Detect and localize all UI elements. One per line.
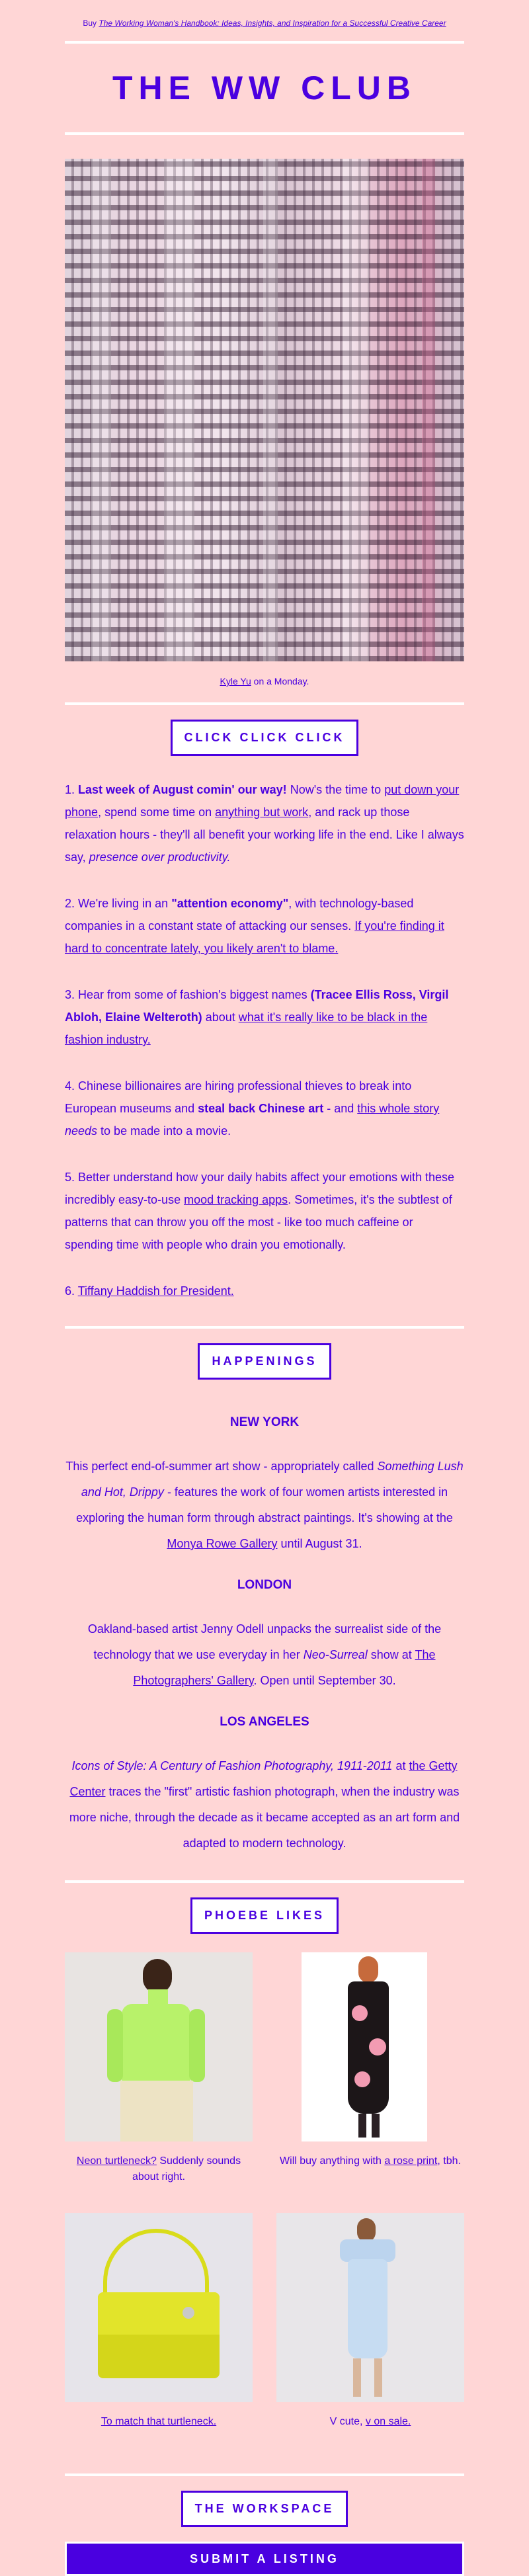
- item-link[interactable]: Tiffany Haddish for President.: [77, 1284, 234, 1298]
- event-text: traces the "first" artistic fashion photograph, when the industry was more niche, through the decade as it became accepted as an art form and adapted to modern technology.: [69, 1785, 460, 1850]
- event-text: show at: [367, 1648, 415, 1661]
- event-text: Oakland-based artist Jenny Odell unpacks the surrealist side of the technology that we use everyday in her: [87, 1622, 442, 1661]
- phoebe-likes-label: PHOEBE LIKES: [190, 1897, 339, 1934]
- item-number: 3.: [65, 988, 79, 1001]
- item-text: . Sometimes, it's the subtlest of patterns that can throw you off the most - like too much caffeine or spending time with people who drain you emotionally.: [65, 1193, 452, 1251]
- item-text: , and rack up those relaxation hours - they'll all benefit your working life in the end. Like I always say,: [65, 806, 464, 864]
- photo-column: [263, 159, 278, 661]
- product-link[interactable]: a rose print: [384, 2155, 438, 2167]
- item-text: , spend some time on: [98, 806, 216, 819]
- product-caption: [65, 2153, 253, 2193]
- list-item: [65, 892, 464, 960]
- city-heading-london: LONDON: [237, 1578, 292, 1592]
- product-text: , tbh.: [437, 2155, 461, 2167]
- divider: [65, 132, 464, 135]
- photo-column: [422, 159, 435, 661]
- list-item: [65, 1075, 464, 1142]
- product-image-turtleneck[interactable]: [65, 1952, 253, 2141]
- product-text: V cute,: [329, 2416, 366, 2427]
- item-text: about: [202, 1011, 239, 1024]
- product-link[interactable]: Neon turtleneck?: [76, 2155, 157, 2167]
- event-new-york: [65, 1454, 464, 1557]
- list-item: [65, 1166, 464, 1256]
- item-text: Better understand how your daily habits affect your emotions with these incredibly easy-to-use: [65, 1171, 455, 1206]
- event-text: - features the work of four women artists interested in exploring the human form through abstract paintings. It's showing at the: [76, 1485, 453, 1524]
- photo-credit-link[interactable]: Kyle Yu: [220, 676, 251, 686]
- event-text: at: [392, 1759, 409, 1772]
- item-number: 6.: [65, 1284, 78, 1298]
- list-item: [65, 1280, 464, 1302]
- list-item: [65, 983, 464, 1051]
- item-number: 5.: [65, 1171, 79, 1184]
- item-link[interactable]: mood tracking apps: [184, 1193, 288, 1206]
- item-number: 4.: [65, 1079, 79, 1093]
- item-text: Chinese billionaires are hiring professional thieves to break into European museums and: [65, 1079, 412, 1115]
- item-number: 1.: [65, 783, 79, 796]
- workspace-label: THE WORKSPACE: [181, 2491, 348, 2527]
- product-caption: [276, 2414, 464, 2454]
- item-link[interactable]: what it's really like to be black in the fashion industry.: [65, 1011, 428, 1046]
- item-bold: (Tracee Ellis Ross, Virgil Abloh, Elaine Welteroth): [65, 988, 449, 1024]
- event-link[interactable]: The Photographers' Gallery: [133, 1648, 436, 1687]
- product-grid: [65, 1952, 464, 2473]
- event-los-angeles: [65, 1753, 464, 1856]
- item-emphasis: presence over productivity.: [89, 851, 231, 864]
- product-card: [276, 1952, 464, 2193]
- item-bold: steal back Chinese art: [198, 1102, 324, 1115]
- event-london: [65, 1616, 464, 1694]
- news-list: [65, 778, 464, 1302]
- item-link[interactable]: put down your phone: [65, 783, 460, 819]
- item-text: Now's the time to: [286, 783, 385, 796]
- photo-column: [164, 159, 194, 661]
- product-link[interactable]: To match that turtleneck.: [101, 2416, 217, 2427]
- product-image-yellow-bag[interactable]: [65, 2213, 253, 2402]
- building-photo: [65, 159, 464, 661]
- product-card: [276, 2213, 464, 2454]
- product-link[interactable]: v on sale.: [365, 2416, 411, 2427]
- photo-column: [343, 159, 369, 661]
- item-bold: Last week of August comin' our way!: [78, 783, 287, 796]
- item-number: 2.: [65, 897, 79, 910]
- submit-listing-button[interactable]: SUBMIT A LISTING: [65, 2542, 464, 2576]
- photo-caption: [65, 676, 464, 702]
- item-text: , with technology-based companies in a constant state of attacking our senses.: [65, 897, 414, 933]
- event-text: . Open until September 30.: [253, 1674, 396, 1687]
- item-emphasis: needs: [65, 1124, 98, 1138]
- item-text: Hear from some of fashion's biggest names: [78, 988, 311, 1001]
- product-caption: [276, 2153, 464, 2193]
- item-link[interactable]: this whole story: [357, 1102, 440, 1115]
- item-text: We're living in an: [78, 897, 172, 910]
- newsletter: [65, 0, 464, 2576]
- list-item: [65, 778, 464, 868]
- event-title: Something Lush and Hot, Drippy: [81, 1460, 464, 1499]
- product-image-rose-dress[interactable]: [276, 1952, 464, 2141]
- product-card: [65, 1952, 253, 2193]
- event-text: until August 31.: [277, 1537, 362, 1550]
- book-promo: [65, 0, 464, 41]
- item-text: to be made into a movie.: [97, 1124, 231, 1138]
- buy-prefix: Buy: [83, 19, 99, 28]
- product-image-blue-dress[interactable]: [276, 2213, 464, 2402]
- item-bold: "attention economy": [171, 897, 289, 910]
- city-heading-new-york: NEW YORK: [229, 1415, 300, 1429]
- city-heading-los-angeles: LOS ANGELES: [220, 1715, 309, 1729]
- item-text: - and: [323, 1102, 358, 1115]
- item-link[interactable]: anything but work: [215, 806, 309, 819]
- product-text: Suddenly sounds about right.: [132, 2155, 241, 2182]
- event-link[interactable]: Monya Rowe Gallery: [167, 1537, 278, 1550]
- product-caption: [65, 2414, 253, 2454]
- product-text: Will buy anything with: [280, 2155, 385, 2167]
- click-click-button[interactable]: CLICK CLICK CLICK: [171, 720, 359, 756]
- product-card: [65, 2213, 253, 2454]
- photo-column: [91, 159, 111, 661]
- logo-title: THE WW CLUB: [112, 69, 417, 106]
- happenings-label: HAPPENINGS: [198, 1343, 331, 1380]
- photo-credit-suffix: on a Monday.: [251, 676, 309, 686]
- event-title: Neo-Surreal: [303, 1648, 368, 1661]
- event-text: This perfect end-of-summer art show - appropriately called: [65, 1460, 378, 1473]
- book-link[interactable]: The Working Woman's Handbook: Ideas, Insights, and Inspiration for a Successful Creative Career: [99, 19, 446, 28]
- event-link[interactable]: the Getty Center: [69, 1759, 458, 1798]
- event-title: Icons of Style: A Century of Fashion Photography, 1911-2011: [71, 1759, 393, 1772]
- item-link[interactable]: If you're finding it hard to concentrate lately, you likely aren't to blame.: [65, 919, 444, 955]
